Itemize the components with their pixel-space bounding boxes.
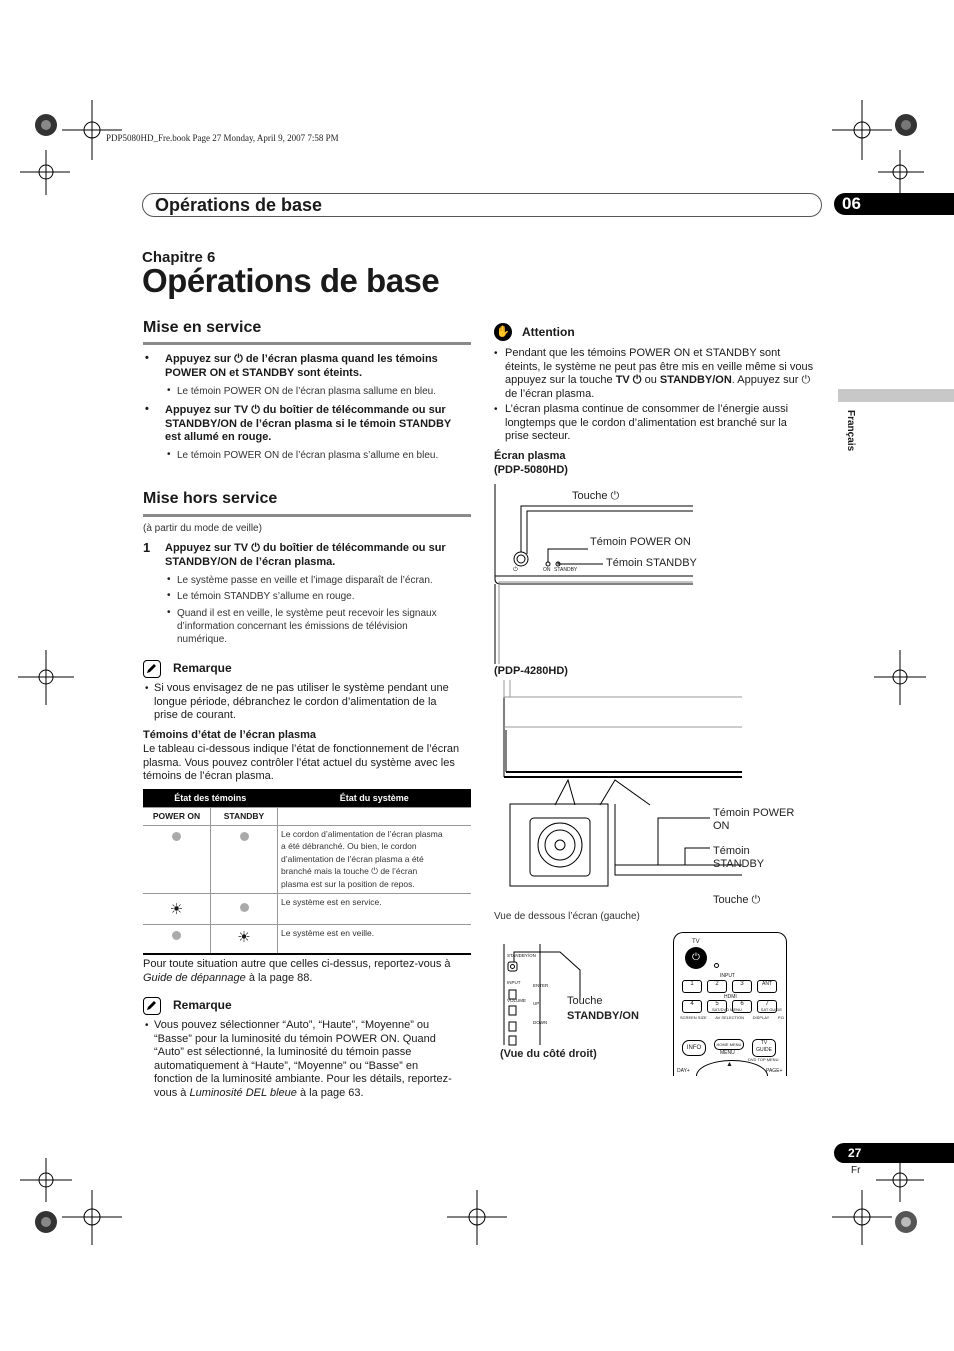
attention-label: Attention (522, 325, 575, 339)
temoin-power-on-label: Témoin POWER ON (590, 536, 691, 548)
remote-number-row-1 (682, 980, 782, 993)
attention-hand-icon: ✋ (494, 323, 512, 341)
table-row (143, 825, 471, 893)
header-title: Opérations de base (155, 195, 323, 215)
status-heading: Témoins d’état de l’écran plasma (143, 729, 317, 741)
chapter-label: Chapitre 6 (142, 249, 216, 266)
remote-led (714, 963, 719, 968)
th-system-state: État du système (278, 789, 472, 807)
step-number: 1 (143, 540, 151, 555)
remote-row-3-labels: SCREEN SIZE AV SELECTION DISPLAY P.D (680, 1015, 784, 1020)
remote-control (673, 932, 787, 1076)
table-row (143, 924, 471, 954)
bullet: • (145, 352, 149, 364)
small-standby-label: STANDBY (554, 567, 578, 573)
th-standby: STANDBY (211, 807, 278, 825)
sub-bullet: • (167, 607, 171, 618)
note-2-text: Vous pouvez sélectionner “Auto”, “Haute”, “Moyenne” ou “Basse” pour la luminosité du témoin POWER ON. Quand “Auto” est sélectionné, la luminosité du témoin passe automatiquement à “Haute”, “Moyenne” ou “Basse” en fonction de la luminosité ambiante. Pour les détails, reportez- vous à Luminosité DEL bleue à la page 63. (154, 1019, 452, 1099)
section-heading-power-on: Mise en service (143, 319, 262, 336)
note-pencil-icon (143, 660, 161, 678)
status-table (143, 789, 471, 955)
screen-5080-diagram (493, 484, 698, 664)
temoin-power-on-2-label: Témoin POWER ON (713, 807, 795, 832)
touche-power-2-label: Touche ⏻ (713, 894, 761, 906)
remote-btn-2[interactable]: 2 (707, 980, 727, 993)
led-lit-icon: ☀ (143, 893, 211, 924)
temoin-standby-label: Témoin STANDBY (606, 557, 697, 569)
power-off-sub-2: Le témoin STANDBY s’allume en rouge. (177, 591, 355, 602)
bullet: • (494, 348, 498, 359)
led-lit-icon: ☀ (211, 924, 278, 954)
remote-btn-5[interactable]: 5 (707, 1000, 727, 1013)
remote-btn-6[interactable]: 6 (732, 1000, 752, 1013)
bullet: • (145, 1020, 149, 1031)
remote-input-label: INPUT (720, 973, 735, 979)
bullet: • (494, 404, 498, 415)
attention-text-2: L’écran plasma continue de consommer de l’énergie aussi longtemps que le cordon d’alimentation est branché sur la prise secteur. (505, 403, 789, 442)
note-pencil-icon (143, 997, 161, 1015)
remote-btn-1[interactable]: 1 (682, 980, 702, 993)
bullet: • (145, 683, 149, 694)
remote-btn-7[interactable]: 7 (757, 1000, 777, 1013)
remote-day-label: DAY+ (677, 1068, 690, 1074)
sub-bullet: • (167, 574, 171, 585)
touche-label: Touche (567, 995, 603, 1007)
remote-btn-ant[interactable]: ANT (757, 980, 777, 993)
note-1-text: Si vous envisagez de ne pas utiliser le système pendant une longue période, débranchez le cordon d’alimentation de la prise de courant. (154, 682, 449, 721)
remote-home-menu-button[interactable]: HOME MENU (714, 1039, 744, 1050)
table-row (143, 893, 471, 924)
state-cell: Le système est en service. (278, 893, 472, 924)
screen-4280-diagram (500, 680, 745, 890)
remote-tv-label: TV (692, 939, 700, 945)
side-view-caption: (Vue du côté droit) (500, 1048, 597, 1060)
print-info: PDP5080HD_Fre.book Page 27 Monday, April 9, 2007 7:58 PM (106, 133, 339, 143)
temoin-standby-2-label: Témoin STANDBY (713, 845, 765, 870)
page-title: Opérations de base (142, 262, 440, 299)
from-standby-note: (à partir du mode de veille) (143, 523, 262, 534)
section-rule (143, 514, 471, 517)
page-lang: Fr (851, 1165, 861, 1176)
troubleshoot-ref: Pour toute situation autre que celles ci-dessus, reportez-vous à Guide de dépannage à la page 88. (143, 958, 451, 984)
th-power-on: POWER ON (143, 807, 211, 825)
language-tab (838, 389, 954, 402)
remote-page-label: PAGE+ (766, 1068, 783, 1074)
state-cell: Le système est en veille. (278, 924, 472, 954)
remote-up-arrow-icon: ▲ (726, 1061, 733, 1068)
power-on-step-1: Appuyez sur ⏻ de l’écran plasma quand les témoins POWER ON et STANDBY sont éteints. (165, 353, 438, 379)
remote-btn-4[interactable]: 4 (682, 1000, 702, 1013)
remote-info-button[interactable]: INFO (682, 1040, 706, 1056)
language-label: Français (845, 410, 856, 452)
status-intro: Le tableau ci-dessous indique l’état de fonctionnement de l’écran plasma. Vous pouvez contrôler l’état actuel du système avec les témoins de l’écran plasma. (143, 743, 460, 782)
power-icon: ⏻ (234, 353, 243, 365)
section-heading-power-off: Mise hors service (143, 490, 278, 507)
header-bar (142, 193, 822, 217)
remote-power-button[interactable]: ⏻ (685, 947, 707, 969)
power-icon: ⏻ (251, 542, 260, 554)
power-on-step-1-sub: Le témoin POWER ON de l’écran plasma sallume en bleu. (177, 386, 437, 397)
bullet: • (145, 403, 149, 415)
screen-label: Écran plasma (PDP-5080HD) (494, 450, 568, 476)
remote-menu-label: MENU (720, 1050, 735, 1056)
standby-on-label: STANDBY/ON (567, 1010, 639, 1022)
section-rule (143, 342, 471, 345)
power-off-step: Appuyez sur TV ⏻ du boîtier de télécommande ou sur STANDBY/ON de l’écran plasma. (165, 542, 446, 568)
th-leds: État des témoins (143, 789, 278, 807)
model-2-label: (PDP-4280HD) (494, 665, 568, 677)
state-cell: Le cordon d’alimentation de l’écran plasma a été débranché. Ou bien, le cordon d’alimentation de l’écran plasma a été branché mais la touche ⏻ de l’écran plasma est sur la position de repos. (278, 825, 472, 893)
note-label: Remarque (173, 998, 232, 1012)
sub-bullet: • (167, 590, 171, 601)
power-icon: ⏻ (251, 404, 260, 416)
note-label: Remarque (173, 661, 232, 675)
power-off-sub-3: Quand il est en veille, le système peut recevoir les signaux d’information concernant les émissions de télévision numérique. (177, 608, 437, 645)
power-on-step-2-sub: Le témoin POWER ON de l’écran plasma s’allume en bleu. (177, 450, 439, 461)
side-labels: STANDBY/ON INPUT ENTER VOLUME UP DOWN (507, 953, 549, 1025)
remote-hdmi-label: HDMI (724, 994, 737, 1000)
led-off-icon (172, 832, 181, 841)
remote-tv-guide-button[interactable]: TV GUIDE (752, 1039, 776, 1057)
led-off-icon (240, 903, 249, 912)
chapter-number-tab: 06 (834, 193, 954, 215)
small-power-icon: ⏻ (513, 567, 518, 573)
sub-bullet: • (167, 385, 171, 396)
remote-dvd-top-label: DVD TOP MENU (748, 1057, 779, 1062)
sub-bullet: • (167, 449, 171, 460)
led-off-icon (172, 931, 181, 940)
led-off-icon (240, 832, 249, 841)
remote-row-3b-labels: SAT/DVD MENU SAT GUIDE (712, 1007, 782, 1012)
power-on-step-2: Appuyez sur TV ⏻ du boîtier de télécommande ou sur STANDBY/ON de l’écran plasma si le témoin STANDBY est allumé en rouge. (165, 404, 452, 443)
remote-btn-3[interactable]: 3 (732, 980, 752, 993)
power-off-sub-1: Le système passe en veille et l’image disparaît de l’écran. (177, 575, 433, 586)
attention-text-1: Pendant que les témoins POWER ON et STANDBY sont éteints, le système ne peut pas être mis en veille même si vous appuyez sur la touche TV ⏻ ou STANDBY/ON. Appuyez sur ⏻ de l’écran plasma. (505, 347, 814, 400)
page-number: 27 (834, 1143, 954, 1163)
small-on-label: ON (543, 567, 551, 573)
bottom-view-caption: Vue de dessous l’écran (gauche) (494, 911, 640, 922)
touche-power-label: Touche ⏻ (572, 490, 620, 502)
